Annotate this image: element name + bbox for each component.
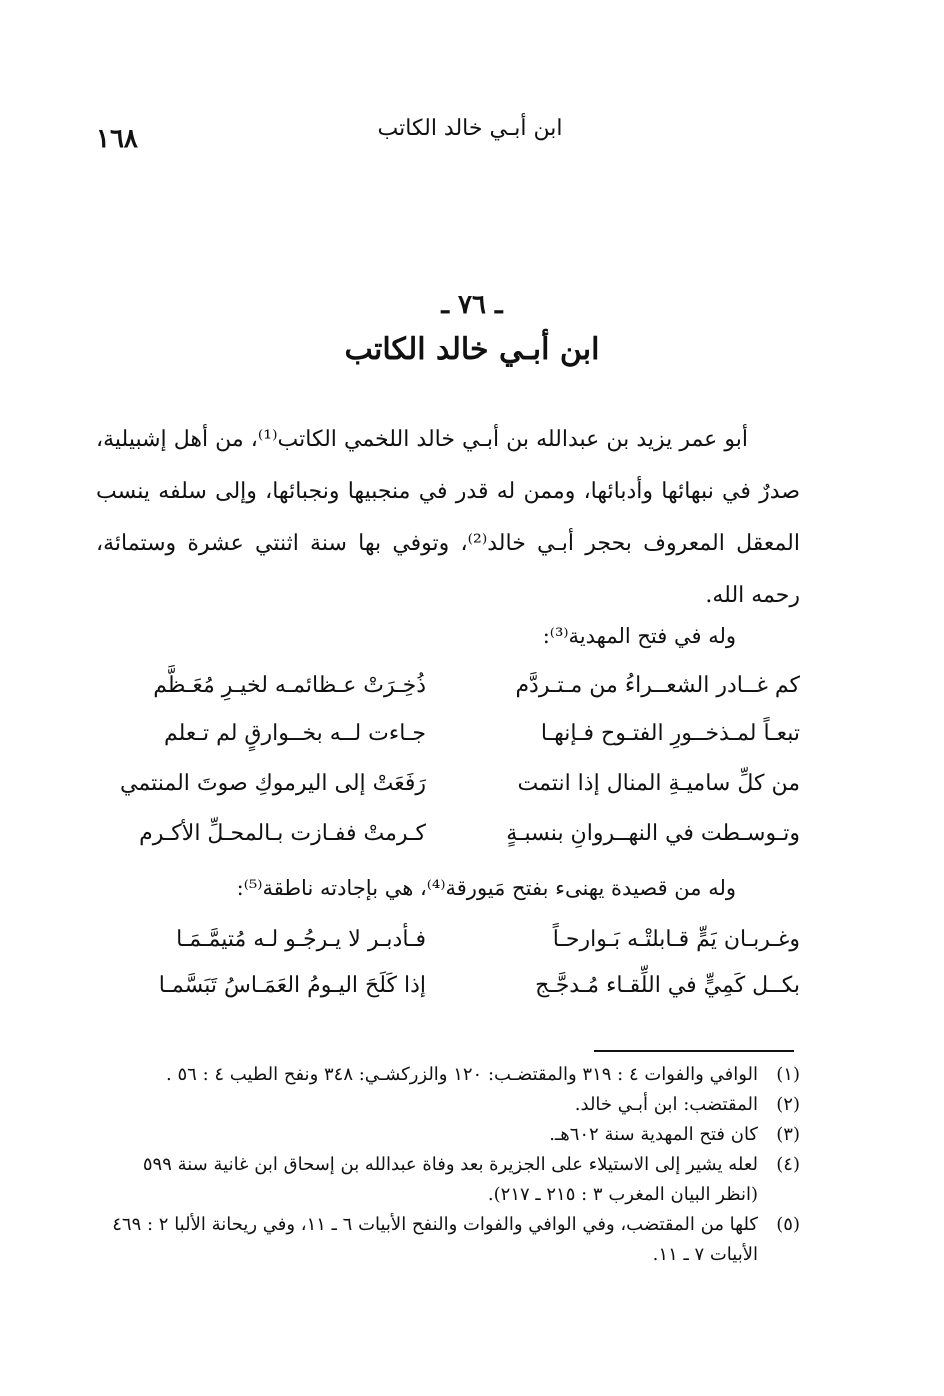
verse-first-hemistich: من كلِّ ساميـةِ المنال إذا انتمت: [517, 771, 800, 796]
entry-number: ـ ٧٦ ـ: [441, 290, 503, 320]
footnote-marker: (٣): [776, 1124, 800, 1145]
verse-line: [96, 666, 800, 706]
verse-second-hemistich: فـأدبـر لا يـرجُـو لـه مُتيمَّـمَـا: [176, 927, 426, 952]
footnote-text: لعله يشير إلى الاستيلاء على الجزيرة بعد وفاة عبدالله بن إسحاق ابن غانية سنة ٥٩٩ (انظر البيان المغرب ٣ : ٢١٥ ـ ٢١٧).: [142, 1154, 758, 1205]
page-number: ١٦٨: [96, 124, 138, 154]
footnote-text: الوافي والفوات ٤ : ٣١٩ والمقتضـب: ١٢٠ والزركشـي: ٣٤٨ ونفح الطيب ٤ : ٥٦ .: [166, 1064, 758, 1085]
verse-first-hemistich: وغـربـان يَمٍّ قـابلتْـه بَـوارحـاً: [552, 927, 800, 952]
footnote-marker: (٤): [776, 1154, 800, 1175]
footnote-marker: (٥): [776, 1214, 800, 1235]
footnote-text: كان فتح المهدية سنة ٦٠٢هـ.: [549, 1124, 758, 1145]
poem-intro: وله من قصيدة يهنىء بفتح مَيورقة⁽⁴⁾، هي بإجادته ناطقة⁽⁵⁾:: [236, 876, 736, 900]
verse-line: [96, 814, 800, 854]
footnote-marker: (١): [776, 1064, 800, 1085]
verse-second-hemistich: رَفَعَتْ إلى اليرموكِ صوتَ المنتمي: [120, 771, 426, 796]
verse-line: [96, 920, 800, 960]
verse-line: [96, 764, 800, 804]
footnote: [96, 1060, 800, 1090]
footnote-divider: [594, 1050, 794, 1052]
running-header: ابن أبـي خالد الكاتب: [377, 116, 563, 141]
footnote: [96, 1150, 800, 1210]
poem-intro: وله في فتح المهدية⁽³⁾:: [542, 624, 736, 648]
verse-line: [96, 714, 800, 754]
footnote: [96, 1090, 800, 1120]
footnote: [96, 1120, 800, 1150]
entry-title: ابن أبـي خالد الكاتب: [344, 332, 600, 367]
verse-second-hemistich: كـرمتْ ففـازت بـالمحـلِّ الأكـرم: [139, 821, 426, 846]
verse-first-hemistich: كم غــادر الشعــراءُ من مـتـردَّم: [515, 673, 800, 698]
footnote-text: المقتضب: ابن أبـي خالد.: [574, 1094, 758, 1115]
footnote: [96, 1210, 800, 1270]
verse-first-hemistich: وتـوسـطت في النهــروانِ بنسبـةٍ: [506, 821, 800, 846]
biography-paragraph: أبو عمر يزيد بن عبدالله بن أبـي خالد اللخمي الكاتب⁽¹⁾، من أهل إشبيلية، صدرٌ في نبهائها وأدبائها، وممن له قدر في منجبيها ونجبائها، وإلى سلفه ينسب المعقل المعروف بحجر أبـي خالد⁽²⁾، وتوفي بها سنة اثنتي عشرة وستمائة، رحمه الله.: [96, 427, 801, 608]
footnote-text: كلها من المقتضب، وفي الوافي والفوات والنفح الأبيات ٦ ـ ١١، وفي ريحانة الألبا ٢ : ٤٦٩ الأبيات ٧ ـ ١١.: [112, 1214, 758, 1265]
footnotes: [96, 1060, 800, 1270]
verse-first-hemistich: بكــل كَمِيٍّ في اللِّقـاء مُـدجَّـج: [535, 973, 800, 998]
footnote-marker: (٢): [776, 1094, 800, 1115]
verse-first-hemistich: تبعـاً لمـذخــورِ الفتـوح فـإنهـا: [540, 721, 800, 746]
verse-second-hemistich: ذُخِـرَتْ عـظائمـه لخيـرِ مُعَـظَّم: [153, 673, 426, 698]
verse-second-hemistich: جـاءت لــه بخــوارقٍ لم تـعلم: [163, 721, 426, 746]
verse-line: [96, 966, 800, 1006]
verse-second-hemistich: إذا كَلَحَ اليـومُ العَمَـاسُ تَبَسَّمـا: [158, 973, 426, 998]
